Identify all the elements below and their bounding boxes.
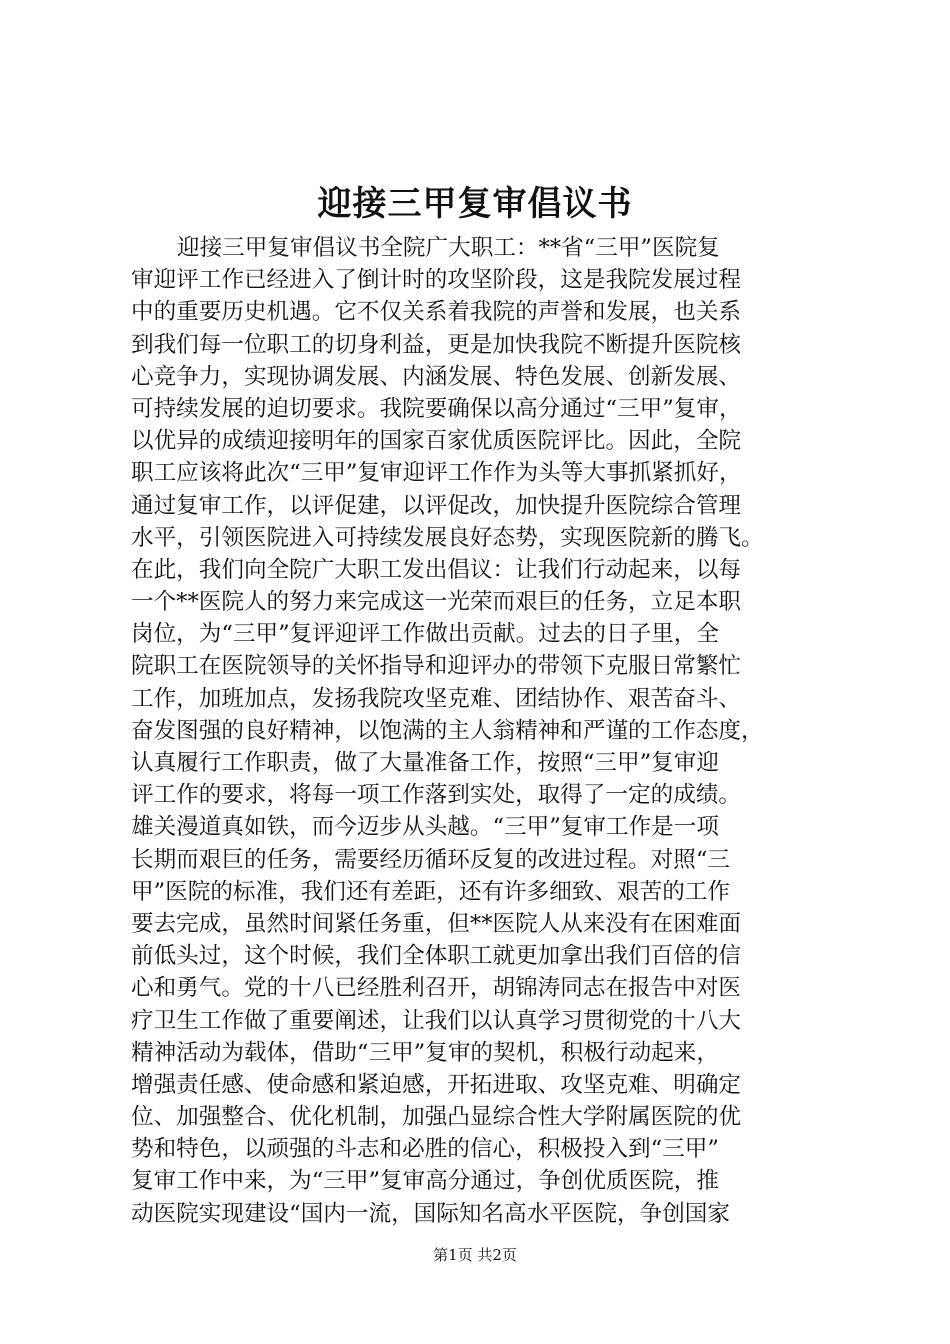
body-line: 疗卫生工作做了重要阐述，让我们以认真学习贯彻党的十八大 [131, 1007, 742, 1034]
body-line: 前低头过，这个时候，我们全体职工就更加拿出我们百倍的信 [131, 943, 742, 970]
body-line: 水平，引领医院进入可持续发展良好态势，实现医院新的腾飞。 [131, 524, 764, 551]
body-line: 通过复审工作，以评促建，以评促改，加快提升医院综合管理 [131, 492, 742, 519]
body-line: 评工作的要求，将每一项工作落到实处，取得了一定的成绩。 [131, 782, 742, 809]
body-line: 以优异的成绩迎接明年的国家百家优质医院评比。因此，全院 [131, 428, 742, 455]
document-body [131, 232, 831, 1230]
document-title: 迎接三甲复审倡议书 [317, 184, 633, 224]
body-line: 雄关漫道真如铁，而今迈步从头越。“三甲”复审工作是一项 [131, 814, 719, 841]
body-line: 到我们每一位职工的切身利益，更是加快我院不断提升医院核 [131, 331, 742, 358]
body-line: 工作，加班加点，发扬我院攻坚克难、团结协作、艰苦奋斗、 [131, 685, 742, 712]
body-line: 可持续发展的迫切要求。我院要确保以高分通过“三甲”复审， [131, 395, 742, 422]
body-line: 甲”医院的标准，我们还有差距，还有许多细致、艰苦的工作 [131, 878, 730, 905]
body-line: 心竞争力，实现协调发展、内涵发展、特色发展、创新发展、 [131, 363, 742, 390]
body-line: 岗位，为“三甲”复评迎评工作做出贡献。过去的日子里，全 [131, 621, 719, 648]
body-line: 审迎评工作已经进入了倒计时的攻坚阶段，这是我院发展过程 [131, 267, 742, 294]
body-line: 势和特色，以顽强的斗志和必胜的信心，积极投入到“三甲” [131, 1136, 719, 1163]
body-line: 奋发图强的良好精神，以饱满的主人翁精神和严谨的工作态度， [131, 717, 764, 744]
body-line: 职工应该将此次“三甲”复审迎评工作作为头等大事抓紧抓好， [131, 460, 742, 487]
body-line: 位、加强整合、优化机制，加强凸显综合性大学附属医院的优 [131, 1104, 742, 1131]
body-line: 院职工在医院领导的关怀指导和迎评办的带领下克服日常繁忙 [131, 653, 742, 680]
page-number-footer: 第1页 共2页 [433, 1246, 517, 1264]
body-line: 一个**医院人的努力来完成这一光荣而艰巨的任务，立足本职 [131, 589, 742, 616]
body-line: 增强责任感、使命感和紧迫感，开拓进取、攻坚克难、明确定 [131, 1071, 742, 1098]
body-line: 精神活动为载体，借助“三甲”复审的契机，积极行动起来， [131, 1039, 719, 1066]
body-line: 认真履行工作职责，做了大量准备工作，按照“三甲”复审迎 [131, 750, 719, 776]
body-line: 复审工作中来，为“三甲”复审高分通过，争创优质医院，推 [131, 1168, 719, 1195]
body-line: 在此，我们向全院广大职工发出倡议：让我们行动起来，以每 [131, 556, 742, 583]
body-line: 要去完成，虽然时间紧任务重，但**医院人从来没有在困难面 [131, 910, 742, 937]
body-line: 长期而艰巨的任务，需要经历循环反复的改进过程。对照“三 [131, 846, 730, 873]
body-line: 迎接三甲复审倡议书全院广大职工：**省“三甲”医院复 [177, 235, 720, 261]
body-line: 动医院实现建设“国内一流，国际知名高水平医院，争创国家 [131, 1200, 730, 1227]
body-line: 心和勇气。党的十八已经胜利召开，胡锦涛同志在报告中对医 [131, 975, 742, 1002]
body-line: 中的重要历史机遇。它不仅关系着我院的声誉和发展，也关系 [131, 299, 742, 326]
